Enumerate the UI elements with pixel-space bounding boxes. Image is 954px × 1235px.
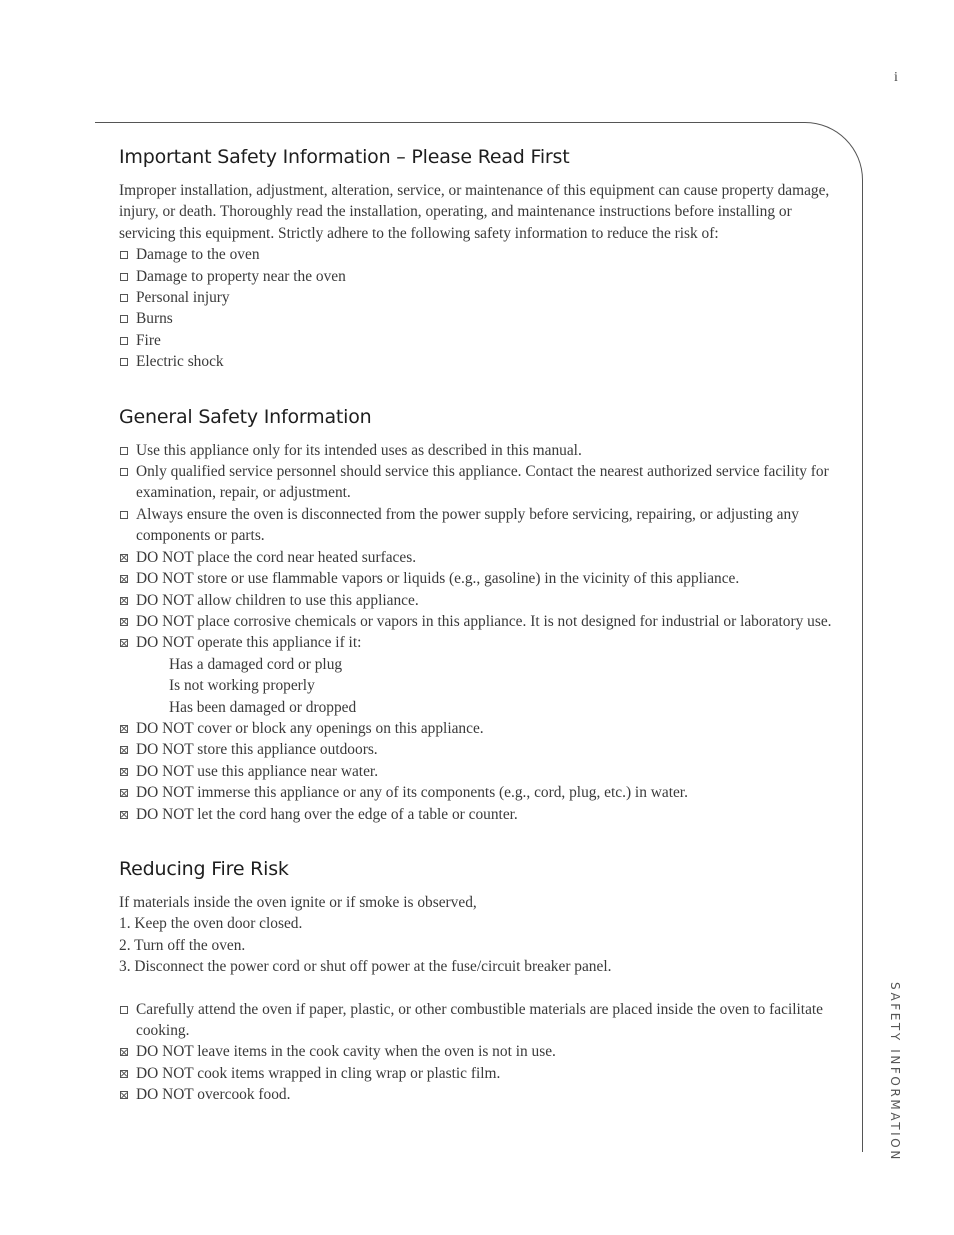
section-general-safety [119,403,839,825]
list-item-text: DO NOT overcook food. [136,1086,291,1104]
list-item [119,999,839,1042]
list-item [119,632,839,718]
list-item-text: DO NOT place the cord near heated surfaces. [136,548,417,566]
crossed-box-bullet-icon [120,1048,128,1056]
checkbox-bullet-icon [120,468,128,476]
crossed-box-bullet-icon [120,575,128,583]
section-fire-risk [119,855,839,1106]
list-item-text: DO NOT store this appliance outdoors. [136,741,378,759]
checkbox-bullet-icon [120,273,128,281]
checkbox-bullet-icon [120,511,128,519]
crossed-box-bullet-icon [120,811,128,819]
list-item-text: DO NOT place corrosive chemicals or vapors in this appliance. It is not designed for industrial or laboratory use. [136,612,832,630]
list-item [119,266,839,287]
list-item-text: DO NOT cook items wrapped in cling wrap or plastic film. [136,1064,501,1082]
list-item [119,739,839,760]
list-item [119,1041,839,1062]
risk-list [119,244,839,372]
list-item [119,761,839,782]
list-item [119,330,839,351]
list-item [119,440,839,461]
step-item: 2. Turn off the oven. [119,936,246,954]
paragraph-spacer [119,978,839,999]
list-item [119,568,839,589]
section-important-safety [119,143,839,373]
section-title: Reducing Fire Risk [119,857,289,880]
page-number: i [894,70,898,85]
list-item-text: DO NOT leave items in the cook cavity when the oven is not in use. [136,1043,556,1061]
sub-list-item: Is not working properly [169,677,315,695]
section-intro: If materials inside the oven ignite or if smoke is observed, [119,893,477,911]
list-item [119,461,839,504]
sub-list-item: Has a damaged cord or plug [169,655,343,673]
crossed-box-bullet-icon [120,1091,128,1099]
checkbox-bullet-icon [120,315,128,323]
list-item [119,1063,839,1084]
checkbox-bullet-icon [120,337,128,345]
list-item-text: DO NOT cover or block any openings on this appliance. [136,719,484,737]
list-item-text: Electric shock [136,353,224,371]
list-item-text: DO NOT allow children to use this appliance. [136,591,419,609]
section-gap [119,825,839,855]
crossed-box-bullet-icon [120,1070,128,1078]
crossed-box-bullet-icon [120,725,128,733]
list-item-text: Only qualified service personnel should service this appliance. Contact the nearest authorized service facility for examination, repair, or adjustment. [136,463,829,502]
operate-condition-list [136,654,839,718]
list-item-text: Damage to the oven [136,246,260,264]
list-item-text: DO NOT store or use flammable vapors or liquids (e.g., gasoline) in the vicinity of this appliance. [136,570,740,588]
list-item [119,308,839,329]
list-item-text: Carefully attend the oven if paper, plastic, or other combustible materials are placed inside the oven to facilitate cooking. [136,1000,824,1039]
step-item: 1. Keep the oven door closed. [119,915,303,933]
list-item-text: Use this appliance only for its intended uses as described in this manual. [136,441,582,459]
list-item-text: Personal injury [136,289,230,307]
list-item-text: DO NOT use this appliance near water. [136,762,379,780]
list-item-text: Damage to property near the oven [136,267,346,285]
crossed-box-bullet-icon [120,639,128,647]
crossed-box-bullet-icon [120,554,128,562]
list-item-text: DO NOT immerse this appliance or any of its components (e.g., cord, plug, etc.) in water. [136,784,688,802]
list-item [119,590,839,611]
list-item-text: DO NOT let the cord hang over the edge of a table or counter. [136,805,518,823]
list-item [119,611,839,632]
list-item-text: DO NOT operate this appliance if it: [136,634,362,652]
checkbox-bullet-icon [120,294,128,302]
list-item [119,351,839,372]
checkbox-bullet-icon [120,358,128,366]
checkbox-bullet-icon [120,251,128,259]
general-safety-list [119,440,839,825]
side-tab-label: SAFETY INFORMATION [888,982,902,1162]
section-intro: Improper installation, adjustment, alteration, service, or maintenance of this equipment can cause property damage, injury, or death. Thoroughly read the installation, operating, and maintenance instructions before installing or servicing this equipment. Strictly adhere to the following safety information to reduce the risk of: [119,182,830,242]
list-item [119,1084,839,1105]
list-item [119,287,839,308]
crossed-box-bullet-icon [120,597,128,605]
step-item: 3. Disconnect the power cord or shut off power at the fuse/circuit breaker panel. [119,958,612,976]
crossed-box-bullet-icon [120,618,128,626]
list-item [119,782,839,803]
list-item [119,547,839,568]
section-title: General Safety Information [119,405,372,428]
crossed-box-bullet-icon [120,746,128,754]
document-content [119,143,839,1106]
sub-list-item: Has been damaged or dropped [169,698,357,716]
list-item [119,244,839,265]
section-gap [119,373,839,403]
list-item-text: Burns [136,310,173,328]
list-item [119,504,839,547]
fire-steps-list [119,913,839,977]
checkbox-bullet-icon [120,1006,128,1014]
list-item [119,718,839,739]
fire-risk-list [119,999,839,1106]
list-item [119,804,839,825]
crossed-box-bullet-icon [120,789,128,797]
checkbox-bullet-icon [120,447,128,455]
crossed-box-bullet-icon [120,768,128,776]
section-title: Important Safety Information – Please Read First [119,146,570,168]
list-item-text: Always ensure the oven is disconnected from the power supply before servicing, repairing, or adjusting any components or parts. [136,505,799,545]
list-item-text: Fire [136,331,161,349]
